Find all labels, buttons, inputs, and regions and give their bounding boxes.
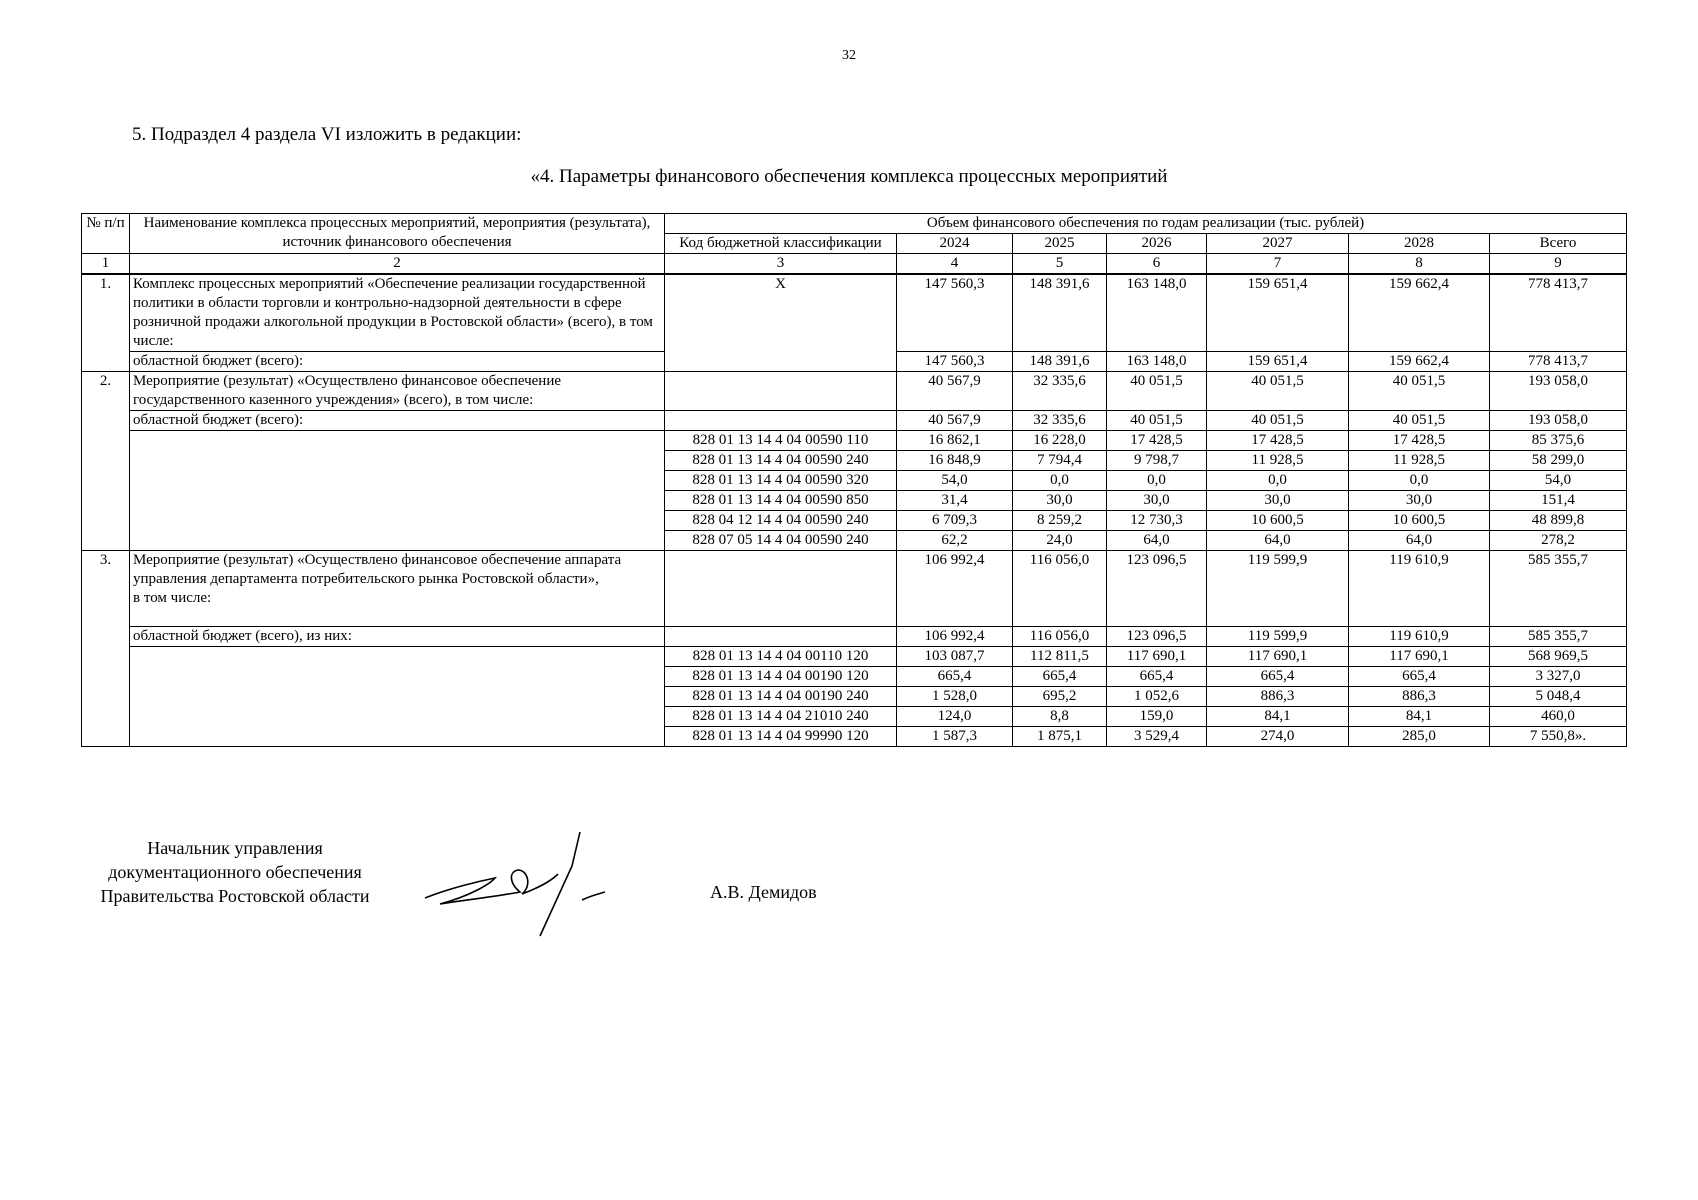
row-name: Мероприятие (результат) «Осуществлено финансовое обеспечение аппарата управления департамента потребительского рынка Ростовской области», в том числе: <box>130 551 665 627</box>
value-2025: 116 056,0 <box>1013 551 1107 627</box>
row-code <box>665 627 897 647</box>
row-name: областной бюджет (всего): <box>130 352 665 372</box>
value-total: 7 550,8». <box>1490 727 1627 747</box>
table-row <box>82 411 1627 431</box>
value-2027: 10 600,5 <box>1207 511 1349 531</box>
value-2028: 159 662,4 <box>1349 352 1490 372</box>
table-row <box>82 372 1627 411</box>
value-total: 54,0 <box>1490 471 1627 491</box>
intro-paragraph: 5. Подраздел 4 раздела VI изложить в редакции: <box>132 124 522 145</box>
position-line: Начальник управления <box>147 838 323 858</box>
row-name-empty <box>130 647 665 747</box>
table-row <box>82 431 1627 451</box>
value-total: 778 413,7 <box>1490 274 1627 352</box>
value-2025: 16 228,0 <box>1013 431 1107 451</box>
value-2024: 6 709,3 <box>897 511 1013 531</box>
row-code: 828 01 13 14 4 04 00190 240 <box>665 687 897 707</box>
position-line: документационного обеспечения <box>108 862 362 882</box>
value-2027: 117 690,1 <box>1207 647 1349 667</box>
value-total: 585 355,7 <box>1490 551 1627 627</box>
row-num: 1. <box>82 274 130 372</box>
value-2026: 40 051,5 <box>1107 372 1207 411</box>
row-code: 828 01 13 14 4 04 99990 120 <box>665 727 897 747</box>
value-2028: 159 662,4 <box>1349 274 1490 352</box>
value-2024: 106 992,4 <box>897 627 1013 647</box>
value-2025: 7 794,4 <box>1013 451 1107 471</box>
value-2026: 665,4 <box>1107 667 1207 687</box>
value-2027: 64,0 <box>1207 531 1349 551</box>
header-code: Код бюджетной классификации <box>665 234 897 254</box>
value-total: 58 299,0 <box>1490 451 1627 471</box>
value-2028: 119 610,9 <box>1349 627 1490 647</box>
row-name: Комплекс процессных мероприятий «Обеспечение реализации государственной политики в области торговли и контрольно-надзорной деятельности в сфере розничной продажи алкогольной продукции в Ростовской области» (всего), в том числе: <box>130 274 665 352</box>
value-2026: 3 529,4 <box>1107 727 1207 747</box>
value-2028: 10 600,5 <box>1349 511 1490 531</box>
value-2024: 1 587,3 <box>897 727 1013 747</box>
value-2026: 64,0 <box>1107 531 1207 551</box>
row-code <box>665 551 897 627</box>
row-code: 828 01 13 14 4 04 00590 240 <box>665 451 897 471</box>
value-total: 151,4 <box>1490 491 1627 511</box>
value-2025: 8 259,2 <box>1013 511 1107 531</box>
table-row <box>82 274 1627 352</box>
header-total: Всего <box>1490 234 1627 254</box>
value-2028: 84,1 <box>1349 707 1490 727</box>
value-2028: 0,0 <box>1349 471 1490 491</box>
value-2024: 124,0 <box>897 707 1013 727</box>
row-code: 828 01 13 14 4 04 00190 120 <box>665 667 897 687</box>
value-2028: 665,4 <box>1349 667 1490 687</box>
row-num: 2. <box>82 372 130 551</box>
value-total: 568 969,5 <box>1490 647 1627 667</box>
value-total: 460,0 <box>1490 707 1627 727</box>
row-code <box>665 372 897 411</box>
value-2024: 16 848,9 <box>897 451 1013 471</box>
value-2024: 147 560,3 <box>897 352 1013 372</box>
header-volume: Объем финансового обеспечения по годам реализации (тыс. рублей) <box>665 214 1627 234</box>
value-2027: 159 651,4 <box>1207 274 1349 352</box>
value-2025: 8,8 <box>1013 707 1107 727</box>
table-row <box>82 647 1627 667</box>
row-name: областной бюджет (всего): <box>130 411 665 431</box>
value-2027: 886,3 <box>1207 687 1349 707</box>
value-2026: 12 730,3 <box>1107 511 1207 531</box>
value-total: 5 048,4 <box>1490 687 1627 707</box>
value-total: 585 355,7 <box>1490 627 1627 647</box>
row-code: 828 01 13 14 4 04 00590 850 <box>665 491 897 511</box>
value-2026: 163 148,0 <box>1107 352 1207 372</box>
header-2026: 2026 <box>1107 234 1207 254</box>
value-2027: 84,1 <box>1207 707 1349 727</box>
header-2028: 2028 <box>1349 234 1490 254</box>
value-total: 778 413,7 <box>1490 352 1627 372</box>
col-number: 6 <box>1107 254 1207 275</box>
header-name: Наименование комплекса процессных мероприятий, мероприятия (результата), источник финансового обеспечения <box>130 214 665 254</box>
row-name-empty <box>130 431 665 551</box>
row-code: 828 01 13 14 4 04 21010 240 <box>665 707 897 727</box>
value-2027: 40 051,5 <box>1207 411 1349 431</box>
value-2025: 148 391,6 <box>1013 352 1107 372</box>
page-number: 32 <box>842 48 856 63</box>
header-num: № п/п <box>82 214 130 254</box>
row-name: областной бюджет (всего), из них: <box>130 627 665 647</box>
value-2025: 1 875,1 <box>1013 727 1107 747</box>
value-2028: 40 051,5 <box>1349 411 1490 431</box>
value-2026: 159,0 <box>1107 707 1207 727</box>
handwritten-signature <box>420 826 620 941</box>
col-number: 2 <box>130 254 665 275</box>
value-2026: 17 428,5 <box>1107 431 1207 451</box>
value-total: 3 327,0 <box>1490 667 1627 687</box>
col-number: 7 <box>1207 254 1349 275</box>
value-2027: 0,0 <box>1207 471 1349 491</box>
value-2025: 695,2 <box>1013 687 1107 707</box>
value-2028: 119 610,9 <box>1349 551 1490 627</box>
value-2028: 886,3 <box>1349 687 1490 707</box>
value-2025: 24,0 <box>1013 531 1107 551</box>
value-2024: 54,0 <box>897 471 1013 491</box>
value-2027: 274,0 <box>1207 727 1349 747</box>
value-2025: 148 391,6 <box>1013 274 1107 352</box>
value-2024: 1 528,0 <box>897 687 1013 707</box>
value-2026: 30,0 <box>1107 491 1207 511</box>
col-number: 4 <box>897 254 1013 275</box>
row-code: 828 07 05 14 4 04 00590 240 <box>665 531 897 551</box>
row-code: X <box>665 274 897 372</box>
value-2024: 40 567,9 <box>897 411 1013 431</box>
col-number: 3 <box>665 254 897 275</box>
value-2028: 64,0 <box>1349 531 1490 551</box>
value-total: 85 375,6 <box>1490 431 1627 451</box>
value-2028: 40 051,5 <box>1349 372 1490 411</box>
value-2027: 665,4 <box>1207 667 1349 687</box>
value-2028: 285,0 <box>1349 727 1490 747</box>
col-number: 1 <box>82 254 130 275</box>
table-row <box>82 627 1627 647</box>
row-code: 828 01 13 14 4 04 00590 110 <box>665 431 897 451</box>
row-code <box>665 411 897 431</box>
value-total: 193 058,0 <box>1490 372 1627 411</box>
signatory-position <box>80 836 390 908</box>
value-2026: 0,0 <box>1107 471 1207 491</box>
value-2026: 123 096,5 <box>1107 627 1207 647</box>
value-2024: 16 862,1 <box>897 431 1013 451</box>
value-2026: 40 051,5 <box>1107 411 1207 431</box>
value-2027: 17 428,5 <box>1207 431 1349 451</box>
value-2027: 40 051,5 <box>1207 372 1349 411</box>
header-2025: 2025 <box>1013 234 1107 254</box>
value-2027: 159 651,4 <box>1207 352 1349 372</box>
row-code: 828 01 13 14 4 04 00110 120 <box>665 647 897 667</box>
value-2024: 106 992,4 <box>897 551 1013 627</box>
header-2027: 2027 <box>1207 234 1349 254</box>
value-total: 278,2 <box>1490 531 1627 551</box>
value-2028: 117 690,1 <box>1349 647 1490 667</box>
row-code: 828 01 13 14 4 04 00590 320 <box>665 471 897 491</box>
value-2025: 116 056,0 <box>1013 627 1107 647</box>
value-2028: 11 928,5 <box>1349 451 1490 471</box>
value-2026: 1 052,6 <box>1107 687 1207 707</box>
value-total: 48 899,8 <box>1490 511 1627 531</box>
table-row <box>82 551 1627 627</box>
financing-table <box>81 213 1627 747</box>
table-title: «4. Параметры финансового обеспечения комплекса процессных мероприятий <box>530 166 1168 187</box>
position-line: Правительства Ростовской области <box>100 886 370 906</box>
col-number: 8 <box>1349 254 1490 275</box>
value-2024: 103 087,7 <box>897 647 1013 667</box>
value-2026: 123 096,5 <box>1107 551 1207 627</box>
col-number: 5 <box>1013 254 1107 275</box>
value-2028: 30,0 <box>1349 491 1490 511</box>
column-number-row <box>82 254 1627 275</box>
signatory-name: А.В. Демидов <box>710 882 817 902</box>
value-2024: 147 560,3 <box>897 274 1013 352</box>
value-2025: 32 335,6 <box>1013 372 1107 411</box>
value-2026: 163 148,0 <box>1107 274 1207 352</box>
row-name: Мероприятие (результат) «Осуществлено финансовое обеспечение государственного казенного учреждения» (всего), в том числе: <box>130 372 665 411</box>
value-2025: 30,0 <box>1013 491 1107 511</box>
value-2025: 32 335,6 <box>1013 411 1107 431</box>
value-2024: 40 567,9 <box>897 372 1013 411</box>
value-2027: 119 599,9 <box>1207 551 1349 627</box>
row-num: 3. <box>82 551 130 747</box>
value-2025: 665,4 <box>1013 667 1107 687</box>
value-2027: 11 928,5 <box>1207 451 1349 471</box>
row-code: 828 04 12 14 4 04 00590 240 <box>665 511 897 531</box>
value-2025: 112 811,5 <box>1013 647 1107 667</box>
col-number: 9 <box>1490 254 1627 275</box>
value-2028: 17 428,5 <box>1349 431 1490 451</box>
value-2026: 9 798,7 <box>1107 451 1207 471</box>
value-2026: 117 690,1 <box>1107 647 1207 667</box>
value-2025: 0,0 <box>1013 471 1107 491</box>
value-total: 193 058,0 <box>1490 411 1627 431</box>
header-2024: 2024 <box>897 234 1013 254</box>
value-2024: 31,4 <box>897 491 1013 511</box>
value-2024: 62,2 <box>897 531 1013 551</box>
value-2027: 119 599,9 <box>1207 627 1349 647</box>
value-2024: 665,4 <box>897 667 1013 687</box>
value-2027: 30,0 <box>1207 491 1349 511</box>
